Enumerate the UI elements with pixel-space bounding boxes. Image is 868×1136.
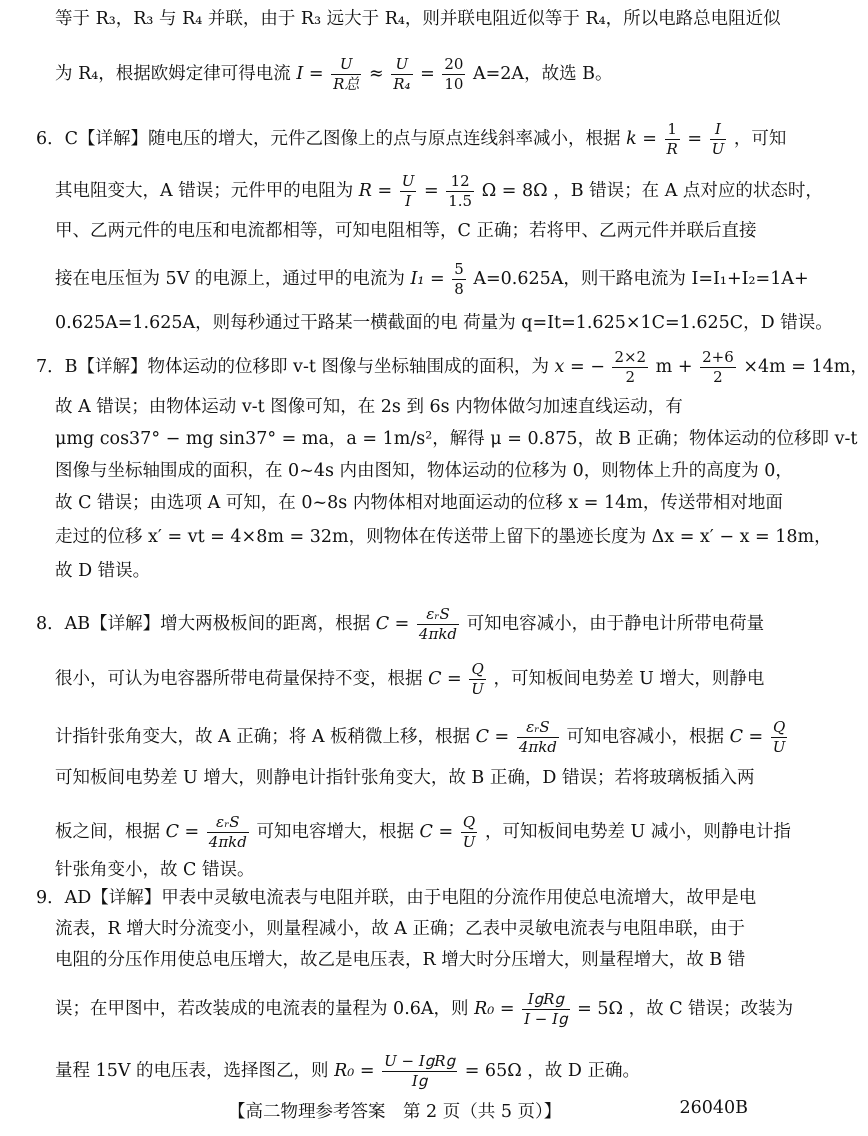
question-7-line: 7．B【详解】物体运动的位移即 v-t 图像与坐标轴围成的面积，为 x = − $\frac{2\times 2}{2}$ m + $\frac{2+6}{2}$ ×4m = 14m， — [36, 348, 868, 386]
text-line: 为 R₄，根据欧姆定律可得电流 I = $\frac{U}{\text{R总}}$ ≈ $\frac{U}{\text{R₄}}$ = $\frac{20}{10}$ A=2A，故选 B。 — [55, 55, 613, 93]
text-line: 误；在甲图中，若改装成的电流表的量程为 0.6A，则 R₀ = $\frac{\text{I𝗀R𝗀}}{\text{I − I𝗀}}$ = 5Ω ，故 C 错误；改装为 — [55, 990, 794, 1028]
text-line: 可知板间电势差 U 增大，则静电计指针张角变大，故 B 正确，D 错误；若将玻璃板插入两 — [55, 768, 755, 788]
text-line: 0.625A=1.625A，则每秒通过干路某一横截面的电 荷量为 q=It=1.625×1C=1.625C，D 错误。 — [55, 313, 833, 333]
text-line: 等于 R₃，R₃ 与 R₄ 并联，由于 R₃ 远大于 R₄，则并联电阻近似等于 R₄，所以电路总电阻近似 — [55, 9, 781, 29]
text-line: 图像与坐标轴围成的面积，在 0~4s 内由图知，物体运动的位移为 0，则物体上升的高度为 0， — [55, 461, 793, 481]
text-line: 计指针张角变大，故 A 正确；将 A 板稍微上移，根据 C = $\frac{\text{εᵣS}}{\text{4πkd}}$ 可知电容减小，根据 C = $\frac{Q}{U}$ — [55, 718, 786, 756]
text-line: 接在电压恒为 5V 的电源上，通过甲的电流为 I₁ = $\frac{5}{8}$ A=0.625A，则干路电流为 I=I₁+I₂=1A+ — [55, 260, 809, 298]
text-line: 流表，R 增大时分流变小，则量程减小，故 A 正确；乙表中灵敏电流表与电阻串联，由于 — [55, 919, 745, 939]
page-footer — [0, 1098, 800, 1124]
question-9-line: 9．AD【详解】甲表中灵敏电流表与电阻并联，由于电阻的分流作用使总电流增大，故甲是电 — [36, 888, 757, 908]
text-line: 板之间，根据 C = $\frac{\text{εᵣS}}{\text{4πkd}}$ 可知电容增大，根据 C = $\frac{Q}{U}$ ，可知板间电势差 U 减小，则静电计指 — [55, 813, 791, 851]
text-line: 故 A 错误；由物体运动 v-t 图像可知，在 2s 到 6s 内物体做匀加速直线运动，有 — [55, 397, 683, 417]
question-6-line: 6．C【详解】随电压的增大，元件乙图像上的点与原点连线斜率减小，根据 k = $\frac{1}{R}$ = $\frac{I}{U}$ ，可知 — [36, 120, 787, 158]
text-line: 走过的位移 x′ = vt = 4×8m = 32m，则物体在传送带上留下的墨迹长度为 Δx = x′ − x = 18m， — [55, 527, 832, 547]
text-line: 故 C 错误；由选项 A 可知，在 0~8s 内物体相对地面运动的位移 x = 14m，传送带相对地面 — [55, 493, 783, 513]
text-line: 很小，可认为电容器所带电荷量保持不变，根据 C = $\frac{Q}{U}$ ，可知板间电势差 U 增大，则静电 — [55, 660, 765, 698]
footer-page-info: 【高二物理参考答案 第 2 页（共 5 页）】 — [228, 1102, 562, 1122]
text-line: 故 D 错误。 — [55, 561, 151, 581]
question-8-line: 8．AB【详解】增大两极板间的距离，根据 C = $\frac{\text{εᵣS}}{\text{4πkd}}$ 可知电容减小，由于静电计所带电荷量 — [36, 605, 765, 643]
text-line: 其电阻变大，A 错误；元件甲的电阻为 R = $\frac{U}{I}$ = $\frac{12}{1.5}$ Ω = 8Ω ，B 错误；在 A 点对应的状态时， — [55, 172, 823, 210]
text-line: 量程 15V 的电压表，选择图乙，则 R₀ = $\frac{\text{U − I𝗀R𝗀}}{\text{I𝗀}}$ = 65Ω ，故 D 正确。 — [55, 1052, 640, 1090]
text-line: 甲、乙两元件的电压和电流都相等，可知电阻相等，C 正确；若将甲、乙两元件并联后直接 — [55, 221, 757, 241]
text-line: μmg cos37° − mg sin37° = ma，a = 1m/s²，解得 μ = 0.875，故 B 正确；物体运动的位移即 v-t — [55, 429, 858, 449]
text-line: 针张角变小，故 C 错误。 — [55, 860, 255, 880]
text-line: 电阻的分压作用使总电压增大，故乙是电压表，R 增大时分压增大，则量程增大，故 B 错 — [55, 950, 746, 970]
footer-code: 26040B — [679, 1098, 748, 1118]
